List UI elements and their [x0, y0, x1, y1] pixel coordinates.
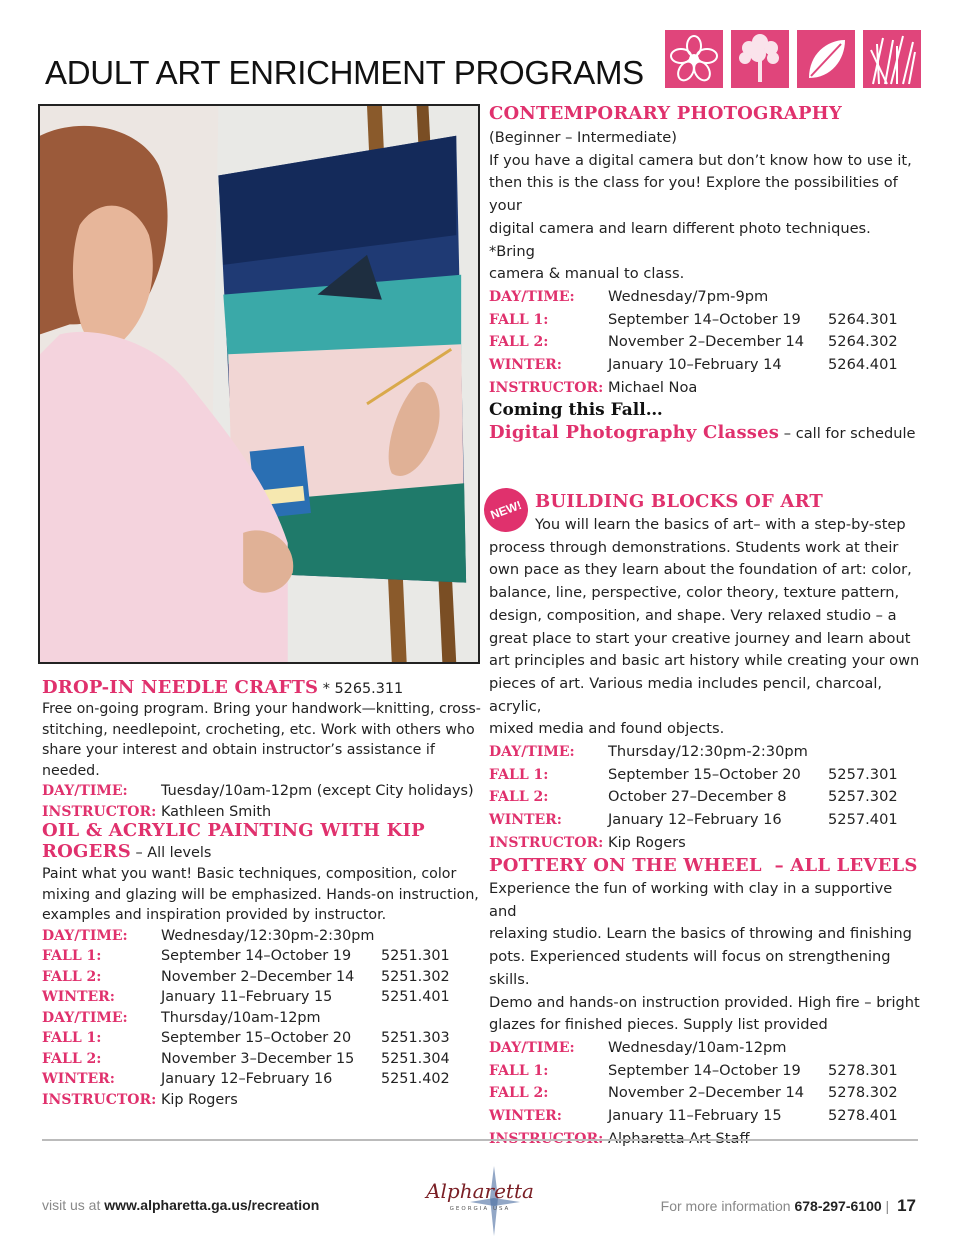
footer-info: For more information 678-297-6100 | 17 — [660, 1196, 916, 1215]
pottery-title: POTTERY ON THE WHEEL – ALL LEVELS — [489, 855, 918, 876]
footer-url-link[interactable]: www.alpharetta.ga.us/recreation — [104, 1197, 320, 1213]
building-title: BUILDING BLOCKS OF ART — [535, 491, 824, 512]
oil-desc-line: mixing and glazing will be emphasized. Hands-on instruction, — [42, 886, 479, 903]
day-time-value: Wednesday/10am-12pm — [608, 1038, 787, 1056]
needle-desc-line: share your interest and obtain instructor’s assistance if needed. — [42, 742, 435, 779]
instructor-name: Michael Noa — [608, 378, 698, 396]
oil-desc-line: Paint what you want! Basic techniques, composition, color — [42, 866, 457, 882]
instructor-label: INSTRUCTOR: — [489, 379, 604, 396]
session-row: FALL 2: November 2–December 14 5264.302 — [489, 333, 898, 351]
photography-title: CONTEMPORARY PHOTOGRAPHY — [489, 103, 842, 124]
session-row: FALL 1: September 14–October 19 5278.301 — [489, 1061, 898, 1079]
needle-title: DROP-IN NEEDLE CRAFTS — [42, 677, 319, 698]
pottery-desc-line: pots. Experienced students will focus on strengthening skills. — [489, 948, 891, 988]
day-time-value: Thursday/10am-12pm — [161, 1009, 321, 1026]
pottery-desc-line: Demo and hands-on instruction provided. High fire – bright — [489, 993, 920, 1011]
session-row: FALL 2: November 3–December 15 5251.304 — [42, 1050, 450, 1067]
building-desc-line: art principles and basic art history while creating your own — [489, 652, 920, 670]
photography-level: (Beginner – Intermediate) — [489, 129, 677, 146]
photography-desc-line: digital camera and learn different photo techniques. *Bring — [489, 219, 871, 260]
session-row: FALL 1: September 15–October 20 5257.301 — [489, 765, 898, 783]
day-time-label: DAY/TIME: — [42, 927, 128, 944]
needle-desc-line: Free on-going program. Bring your handwork—knitting, cross- — [42, 701, 481, 717]
photography-desc-line: then this is the class for you! Explore the possibilities of your — [489, 174, 898, 215]
building-desc-line: mixed media and found objects. — [489, 720, 725, 738]
day-time-label: DAY/TIME: — [489, 744, 575, 761]
instructor-name: Kip Rogers — [161, 1091, 238, 1108]
flower-icon — [665, 30, 723, 88]
footer-phone[interactable]: 678-297-6100 — [794, 1198, 882, 1214]
day-time-label: DAY/TIME: — [42, 783, 128, 799]
building-desc-line: process through demonstrations. Students work at their — [489, 538, 899, 556]
header-icons — [665, 30, 921, 88]
oil-level: – All levels — [130, 845, 212, 861]
instructor-label: INSTRUCTOR: — [42, 1091, 157, 1108]
footer-divider — [42, 1139, 918, 1141]
photography-desc-line: camera & manual to class. — [489, 265, 685, 283]
day-time-value: Wednesday/7pm-9pm — [608, 287, 769, 305]
building-section — [489, 491, 924, 855]
logo-sub: GEORGIA USA — [449, 1206, 511, 1212]
building-desc-line: design, composition, and shape. Very relaxed studio – a — [489, 606, 897, 624]
oil-desc-line: examples and inspiration provided by instructor. — [42, 907, 387, 923]
session-row: FALL 2: November 2–December 14 5251.302 — [42, 968, 450, 985]
photography-desc-line: If you have a digital camera but don’t know how to use it, — [489, 151, 912, 169]
logo-text: Alpharetta — [426, 1179, 534, 1203]
instructor-label: INSTRUCTOR: — [42, 803, 157, 820]
pottery-desc-line: relaxing studio. Learn the basics of throwing and finishing — [489, 925, 912, 943]
grass-icon — [863, 30, 921, 88]
session-row: WINTER: January 10–February 14 5264.401 — [489, 356, 898, 374]
building-desc-line: You will learn the basics of art– with a step-by-step — [535, 516, 906, 533]
pottery-desc-line: Experience the fun of working with clay in a supportive and — [489, 880, 893, 920]
coming-note: – call for schedule — [779, 425, 916, 442]
building-desc-line: great place to start your creative journey and learn about — [489, 629, 911, 647]
building-desc-line: own pace as they learn about the foundation of art: color, — [489, 561, 912, 579]
needle-desc-line: stitching, needlepoint, crocheting, etc. Work with others who — [42, 721, 475, 738]
day-time-value: Tuesday/10am-12pm (except City holidays) — [161, 783, 474, 799]
instructor-name: Kathleen Smith — [161, 803, 272, 820]
tree-icon — [731, 30, 789, 88]
pottery-section — [489, 855, 924, 1150]
session-row: FALL 1: September 14–October 19 5264.301 — [489, 310, 898, 328]
leaf-icon — [797, 30, 855, 88]
coming-heading: Coming this Fall… — [489, 400, 663, 420]
artist-painting-photo — [38, 104, 480, 664]
building-desc-line: balance, line, perspective, color theory, texture pattern, — [489, 584, 900, 602]
instructor-name: Kip Rogers — [608, 833, 686, 851]
day-time-label: DAY/TIME: — [489, 1039, 575, 1056]
instructor-label: INSTRUCTOR: — [489, 834, 604, 851]
footer-visit: visit us at www.alpharetta.ga.us/recreation — [42, 1197, 320, 1213]
coming-title: Digital Photography Classes — [489, 422, 780, 443]
session-row: WINTER: January 12–February 16 5257.401 — [489, 811, 898, 829]
session-row: WINTER: January 11–February 15 5278.401 — [489, 1107, 898, 1125]
oil-title-line1: OIL & ACRYLIC PAINTING WITH KIP — [42, 820, 425, 841]
photography-section — [489, 103, 919, 399]
needle-section — [42, 677, 482, 822]
session-row: WINTER: January 12–February 16 5251.402 — [42, 1071, 450, 1087]
pottery-desc-line: glazes for finished pieces. Supply list provided — [489, 1016, 828, 1034]
session-row: FALL 2: November 2–December 14 5278.302 — [489, 1084, 898, 1102]
needle-code: * 5265.311 — [318, 681, 404, 697]
oil-title-line2: ROGERS — [42, 841, 131, 862]
session-row: FALL 1: September 15–October 20 5251.303 — [42, 1030, 450, 1046]
day-time-label: DAY/TIME: — [489, 288, 575, 305]
alpharetta-logo[interactable] — [420, 1158, 540, 1238]
session-row: FALL 2: October 27–December 8 5257.302 — [489, 788, 898, 806]
session-row: WINTER: January 11–February 15 5251.401 — [42, 989, 450, 1005]
day-time-label: DAY/TIME: — [42, 1009, 128, 1026]
oil-section — [42, 820, 482, 1110]
new-badge: NEW! — [478, 482, 534, 538]
day-time-value: Wednesday/12:30pm-2:30pm — [161, 927, 375, 944]
session-row: FALL 1: September 14–October 19 5251.301 — [42, 948, 450, 964]
day-time-value: Thursday/12:30pm-2:30pm — [608, 743, 808, 761]
page-title: ADULT ART ENRICHMENT PROGRAMS — [45, 54, 644, 91]
page-number: 17 — [897, 1196, 916, 1215]
coming-this-fall — [489, 400, 929, 443]
building-desc-line: pieces of art. Various media includes pencil, charcoal, acrylic, — [489, 674, 883, 715]
